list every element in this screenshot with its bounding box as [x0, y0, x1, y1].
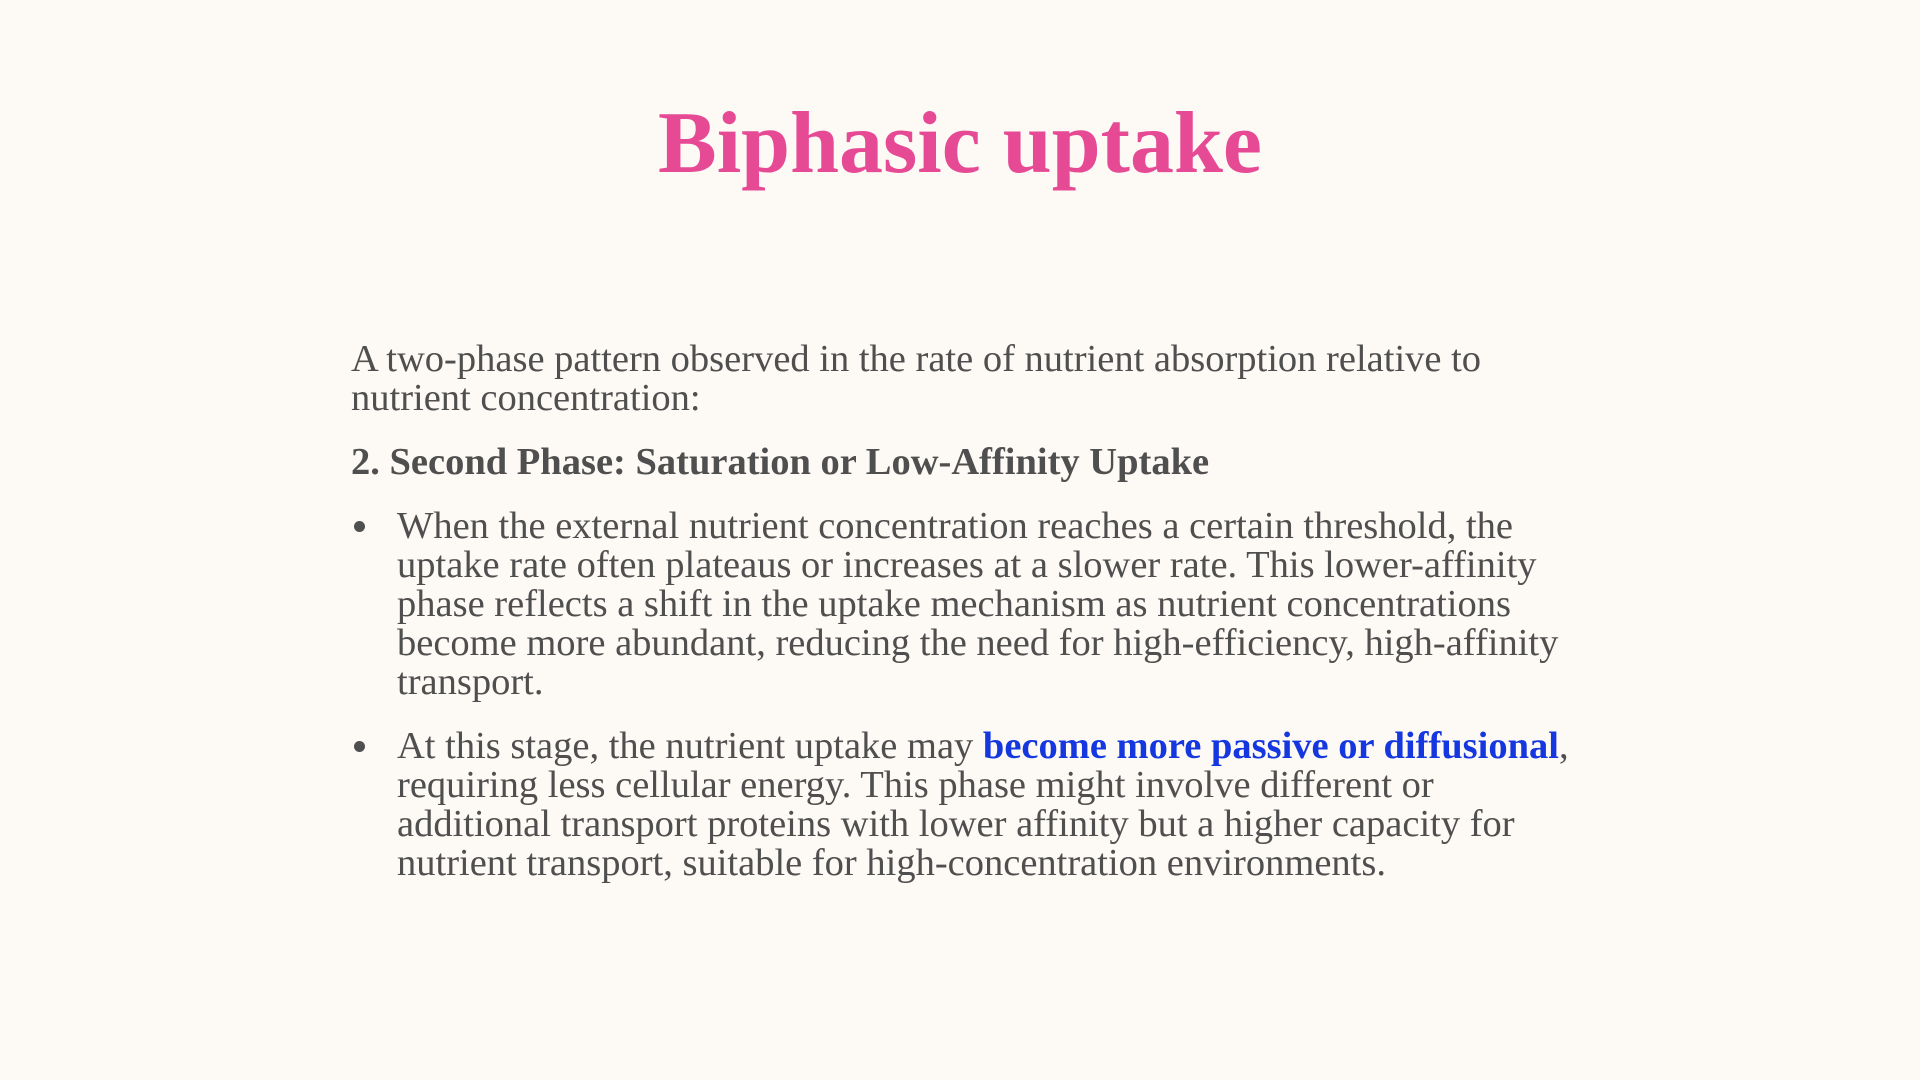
list-item	[351, 507, 1581, 702]
slide-body	[351, 340, 1581, 908]
bullet-dot-icon	[354, 521, 365, 532]
list-item	[351, 727, 1581, 883]
slide-title: Biphasic uptake	[658, 95, 1262, 192]
highlighted-phrase: become more passive or diffusional	[982, 725, 1559, 767]
bullet-dot-icon	[354, 741, 365, 752]
intro-paragraph: A two-phase pattern observed in the rate of nutrient absorption relative to nutrient concentration:	[351, 338, 1482, 419]
bullet-text-before: At this stage, the nutrient uptake may	[397, 725, 983, 767]
phase-heading: 2. Second Phase: Saturation or Low-Affinity Uptake	[351, 441, 1210, 483]
bullet-list	[351, 507, 1581, 883]
bullet-text-after: , requiring less cellular energy. This phase might involve different or additional transport proteins with lower affinity but a higher capacity for nutrient transport, suitable for high-concentration environments.	[397, 725, 1569, 884]
bullet-text: When the external nutrient concentration reaches a certain threshold, the uptake rate often plateaus or increases at a slower rate. This lower-affinity phase reflects a shift in the uptake mechanism as nutrient concentrations become more abundant, reducing the need for high-efficiency, high-affinity transport.	[397, 505, 1559, 703]
